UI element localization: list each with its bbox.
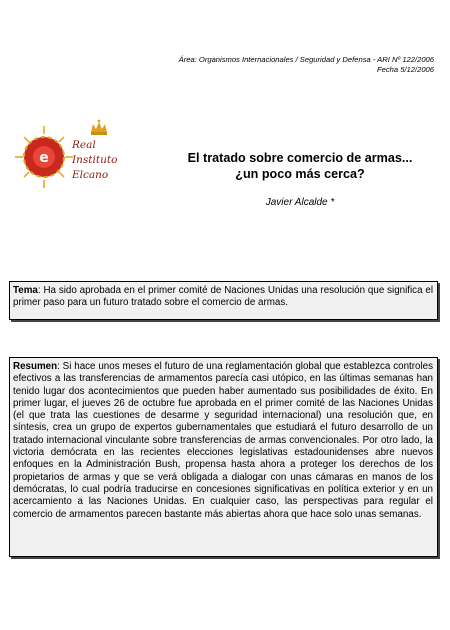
crown-icon — [91, 120, 107, 135]
resumen-text: : Si hace unos meses el futuro de una reglamentación global que establezca controles efectivos a las transferencias de armamentos parecía casi utópico, en las últimas semanas han tenido lugar dos acontecimientos que pueden haber aumentado sus posibilidades de éxito. En primer lugar, el jueves 26 de octubre fue aprobada en el primer comité de las Naciones Unidas (el que trata las cuestiones de desarme y seguridad internacional) una resolución que, en síntesis, crea un grupo de expertos gubernamentales que estudiará el futuro desarrollo de un tratado internacional vinculante sobre transferencias de armas convencionales. Por otro lado, la victoria demócrata en las recientes elecciones legislativas estadounidenses abre nuevos enfoques en la Administración Bush, propensa hasta ahora a proteger los derechos de los propietarios de armas y que se verá obligada a dialogar con unas cámaras en manos de los demócratas, lo cual podría traducirse en concesiones significativas en política exterior y en un acercamiento a las Naciones Unidas. En cualquier caso, las perspectivas para regular el comercio de armamentos parecen bastante más abiertas ahora que hace solo unas semanas. — [13, 361, 433, 520]
logo-text-line-3: Elcano — [72, 169, 109, 181]
seal-icon — [24, 137, 64, 177]
resumen-box — [9, 357, 438, 557]
tema-text: : Ha sido aprobada en el primer comité de Naciones Unidas una resolución que significa el primer paso para un futuro tratado sobre el comercio de armas. — [13, 285, 433, 309]
logo-text — [72, 138, 117, 183]
svg-text:e: e — [39, 150, 49, 166]
tema-box — [9, 281, 438, 320]
tema-label: Tema — [13, 285, 38, 296]
logo-text-line-2: Instituto — [72, 154, 118, 166]
area-line: Área: Organismos Internacionales / Seguridad y Defensa - ARI Nº 122/2006 — [178, 55, 434, 64]
title-line-2: ¿un poco más cerca? — [235, 167, 365, 181]
logo-text-line-1: Real — [72, 139, 96, 151]
date-line: Fecha 5/12/2006 — [377, 64, 434, 74]
title-line-1: El tratado sobre comercio de armas... — [187, 151, 413, 165]
header-meta — [179, 55, 434, 74]
resumen-label: Resumen — [13, 361, 58, 372]
document-title — [165, 150, 435, 182]
author-name: Javier Alcalde * — [265, 197, 335, 208]
